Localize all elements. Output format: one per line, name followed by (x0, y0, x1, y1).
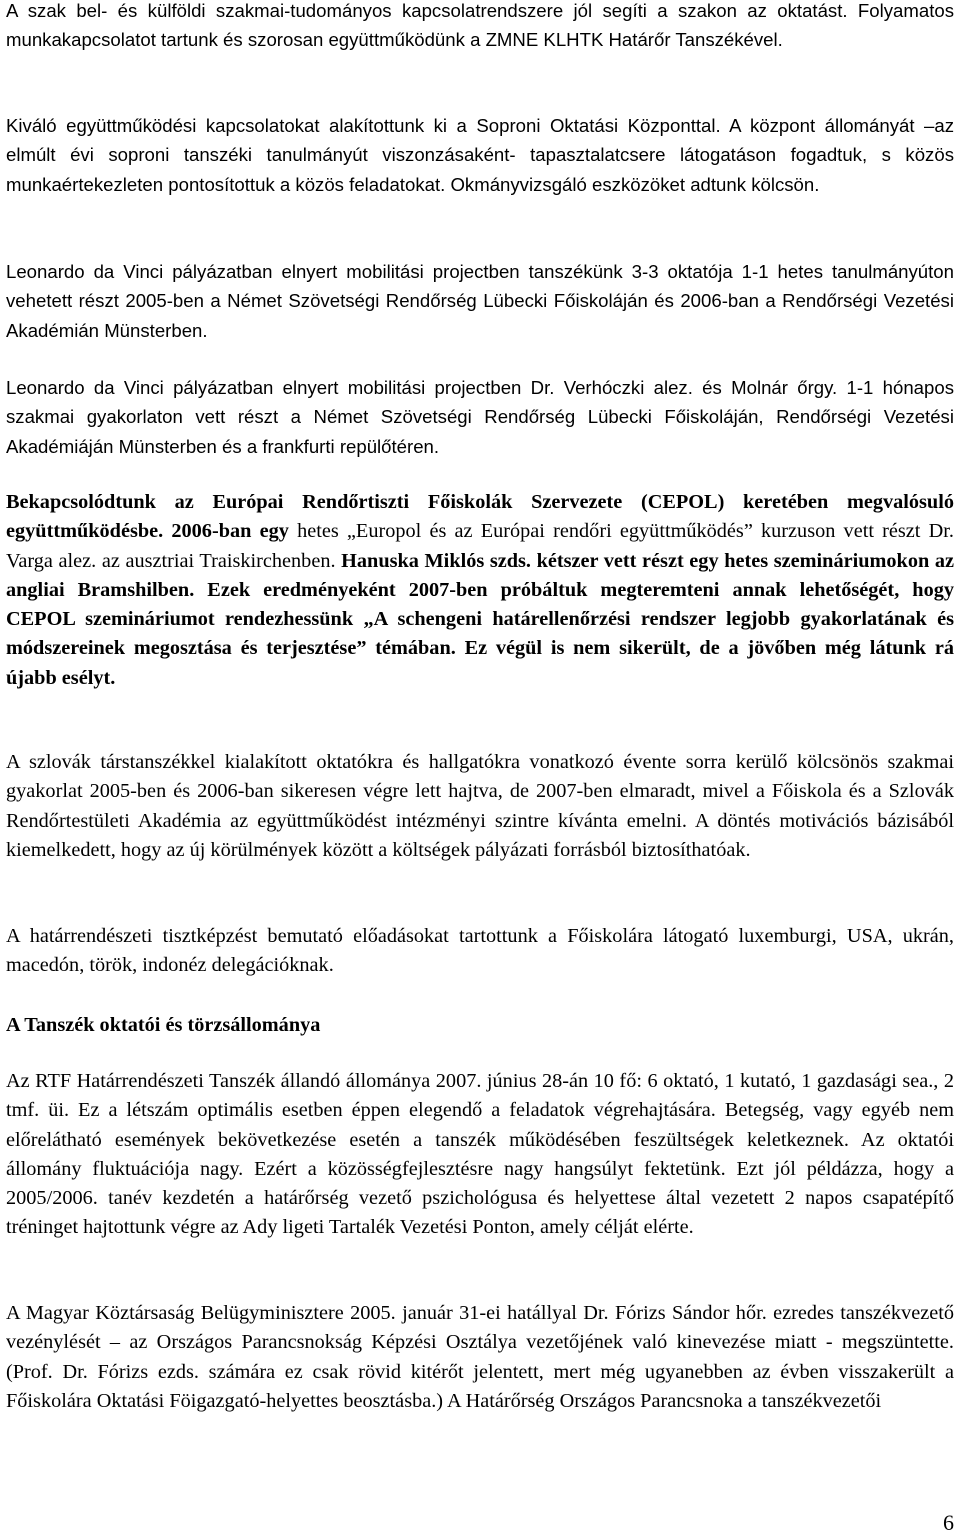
paragraph-minister-decision: A Magyar Köztársaság Belügyminisztere 2005. január 31-ei hatállyal Dr. Fórizs Sándor hőr. ezredes tanszékvezető vezénylését – az Országos Parancsnokság Képzési Osztálya vezetőjének való kinevezése miatt - megszüntette. (Prof. Dr. Fórizs ezds. számára ez csak rövid kitérőt jelentett, mert még ugyanebben az évben visszakerült a Főiskolára Oktatási Föigazgató-helyettes beosztásba.) A Határőrség Országos Parancsnoka a tanszékvezetői (6, 1302, 954, 1412)
paragraph-cepol (6, 488, 954, 693)
paragraph-staff: Az RTF Határrendészeti Tanszék állandó állománya 2007. június 28-án 10 fő: 6 oktató, 1 kutató, 1 gazdasági sea., 2 tmf. üi. Ez a létszám optimális esetben éppen elegendő a feladatok végrehajtására. Betegség, vagy egyéb nem előrelátható események bekövetkezése esetén a tanszék működésében feszültségek keletkeznek. Az oktatói állomány fluktuációja nagy. Ezért a közösségfejlesztésre nagy hangsúlyt fektetünk. Ezt jól példázza, hogy a 2005/2006. tanév kezdetén a határőrség vezető pszichológusa és helyettese által vezetett 2 napos csapatépítő tréninget hajtottunk végre az Ady ligeti Tartalék Vezetési Ponton, amely célját elérte. (6, 1070, 954, 1239)
section-heading: A Tanszék oktatói és törzsállománya (6, 1014, 321, 1036)
cepol-bold-rest: Hanuska Miklós szds. kétszer vett részt egy hetes szemináriumokon az angliai Bramshilben. Ezek eredményeként 2007-ben próbáltuk megteremteni annak lehetőségét, hogy CEPOL szemináriumot rendezhessünk „A schengeni határellenőrzési rendszer legjobb gyakorlatának és módszereinek megosztása és terjesztése” témában. Ez végül is nem sikerült, de a jövőben még látunk rá újabb esélyt. (6, 549, 954, 689)
paragraph-slovak-partner: A szlovák társtanszékkel kialakított oktatókra és hallgatókra vonatkozó évente sorra kerülő kölcsönös szakmai gyakorlat 2005-ben és 2006-ban sikeresen végre lett hajtva, de 2007-ben elmaradt, mivel a Főiskola és a Szlovák Rendőrtestületi Akadémia az együttműködést intézményi szintre kívánta emelni. A döntés motivációs bázisából kiemelkedett, hogy az új körülmények között a költségek pályázati forrásból biztosíthatóak. (6, 751, 954, 861)
cepol-normal-text: hetes „Europol és az Európai rendőri együttműködés” kurzuson vett részt Dr. Varga alez. az ausztriai Traiskirchenben. (6, 520, 954, 572)
cepol-bold-intro: Bekapcsolódtunk az Európai Rendőrtiszti Főiskolák Szervezete (CEPOL) keretében megvalósuló együttműködésbe. 2006-ban egy (6, 491, 954, 543)
page-number: 6 (943, 1510, 954, 1535)
paragraph-delegations: A határrendészeti tisztképzést bemutató előadásokat tartottunk a Főiskolára látogató luxemburgi, USA, ukrán, macedón, török, indonéz delegációknak. (6, 925, 954, 977)
paragraph-international-relations: A szak bel- és külföldi szakmai-tudományos kapcsolatrendszere jól segíti a szakon az oktatást. Folyamatos munkakapcsolatot tartunk és szorosan együttműködünk a ZMNE KLHTK Határőr Tanszékével. (6, 0, 954, 51)
paragraph-sopron-center: Kiváló együttműködési kapcsolatokat alakítottunk ki a Soproni Oktatási Központtal. A központ állományát –az elmúlt évi soproni tanszéki tanulmányút viszonzásaként- tapasztalatcsere látogatáson fogadtuk, s közös munkaértekezleten pontosítottuk a közös feladatokat. Okmányvizsgáló eszközöket adtunk kölcsön. (6, 115, 954, 195)
paragraph-leonardo-project-2: Leonardo da Vinci pályázatban elnyert mobilitási projectben Dr. Verhóczki alez. és Molnár őrgy. 1-1 hónapos szakmai gyakorlaton vett részt a Német Szövetségi Rendőrség Lübecki Főiskoláján, Rendőrségi Vezetési Akadémiáján Münsterben és a frankfurti repülőtéren. (6, 377, 954, 457)
paragraph-leonardo-project-1: Leonardo da Vinci pályázatban elnyert mobilitási projectben tanszékünk 3-3 oktatója 1-1 hetes tanulmányúton vehetett részt 2005-ben a Német Szövetségi Rendőrség Lübecki Főiskoláján és 2006-ban a Rendőrségi Vezetési Akadémián Münsterben. (6, 261, 954, 341)
